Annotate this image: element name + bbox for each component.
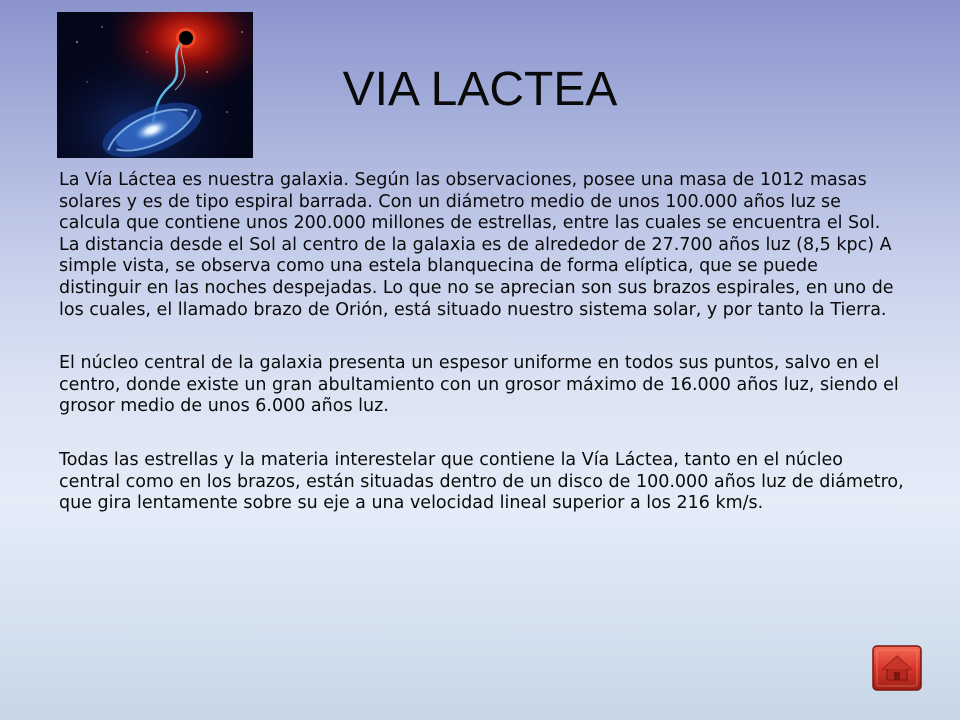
paragraph-1: La Vía Láctea es nuestra galaxia. Según las observaciones, posee una masa de 1012 masas solares y es de tipo espiral barrada. Con un diámetro medio de unos 100.000 años luz se calcula que contiene unos 200.000 millones de estrellas, entre las cuales se encuentra el Sol. La distancia desde el Sol al centro de la galaxia es de alrededor de 27.700 años luz (8,5 kpc) A simple vista, se observa como una estela blanquecina de forma elíptica, que se puede distinguir en las noches despejadas. Lo que no se aprecian son sus brazos espirales, en uno de los cuales, el llamado brazo de Orión, está situado nuestro sistema solar, y por tanto la Tierra. [59, 170, 894, 320]
home-button[interactable] [872, 645, 922, 691]
slide-title: VIA LACTEA [342, 63, 618, 116]
home-icon [872, 645, 922, 691]
slide-body [59, 170, 905, 547]
paragraph-3: Todas las estrellas y la materia interestelar que contiene la Vía Láctea, tanto en el núcleo central como en los brazos, están situadas dentro de un disco de 100.000 años luz de diámetro, que gira lentamente sobre su eje a una velocidad lineal superior a los 216 km/s. [59, 449, 904, 514]
paragraph-2: El núcleo central de la galaxia presenta un espesor uniforme en todos sus puntos, salvo en el centro, donde existe un gran abultamiento con un grosor máximo de 16.000 años luz, siendo el grosor medio de unos 6.000 años luz. [59, 353, 899, 417]
